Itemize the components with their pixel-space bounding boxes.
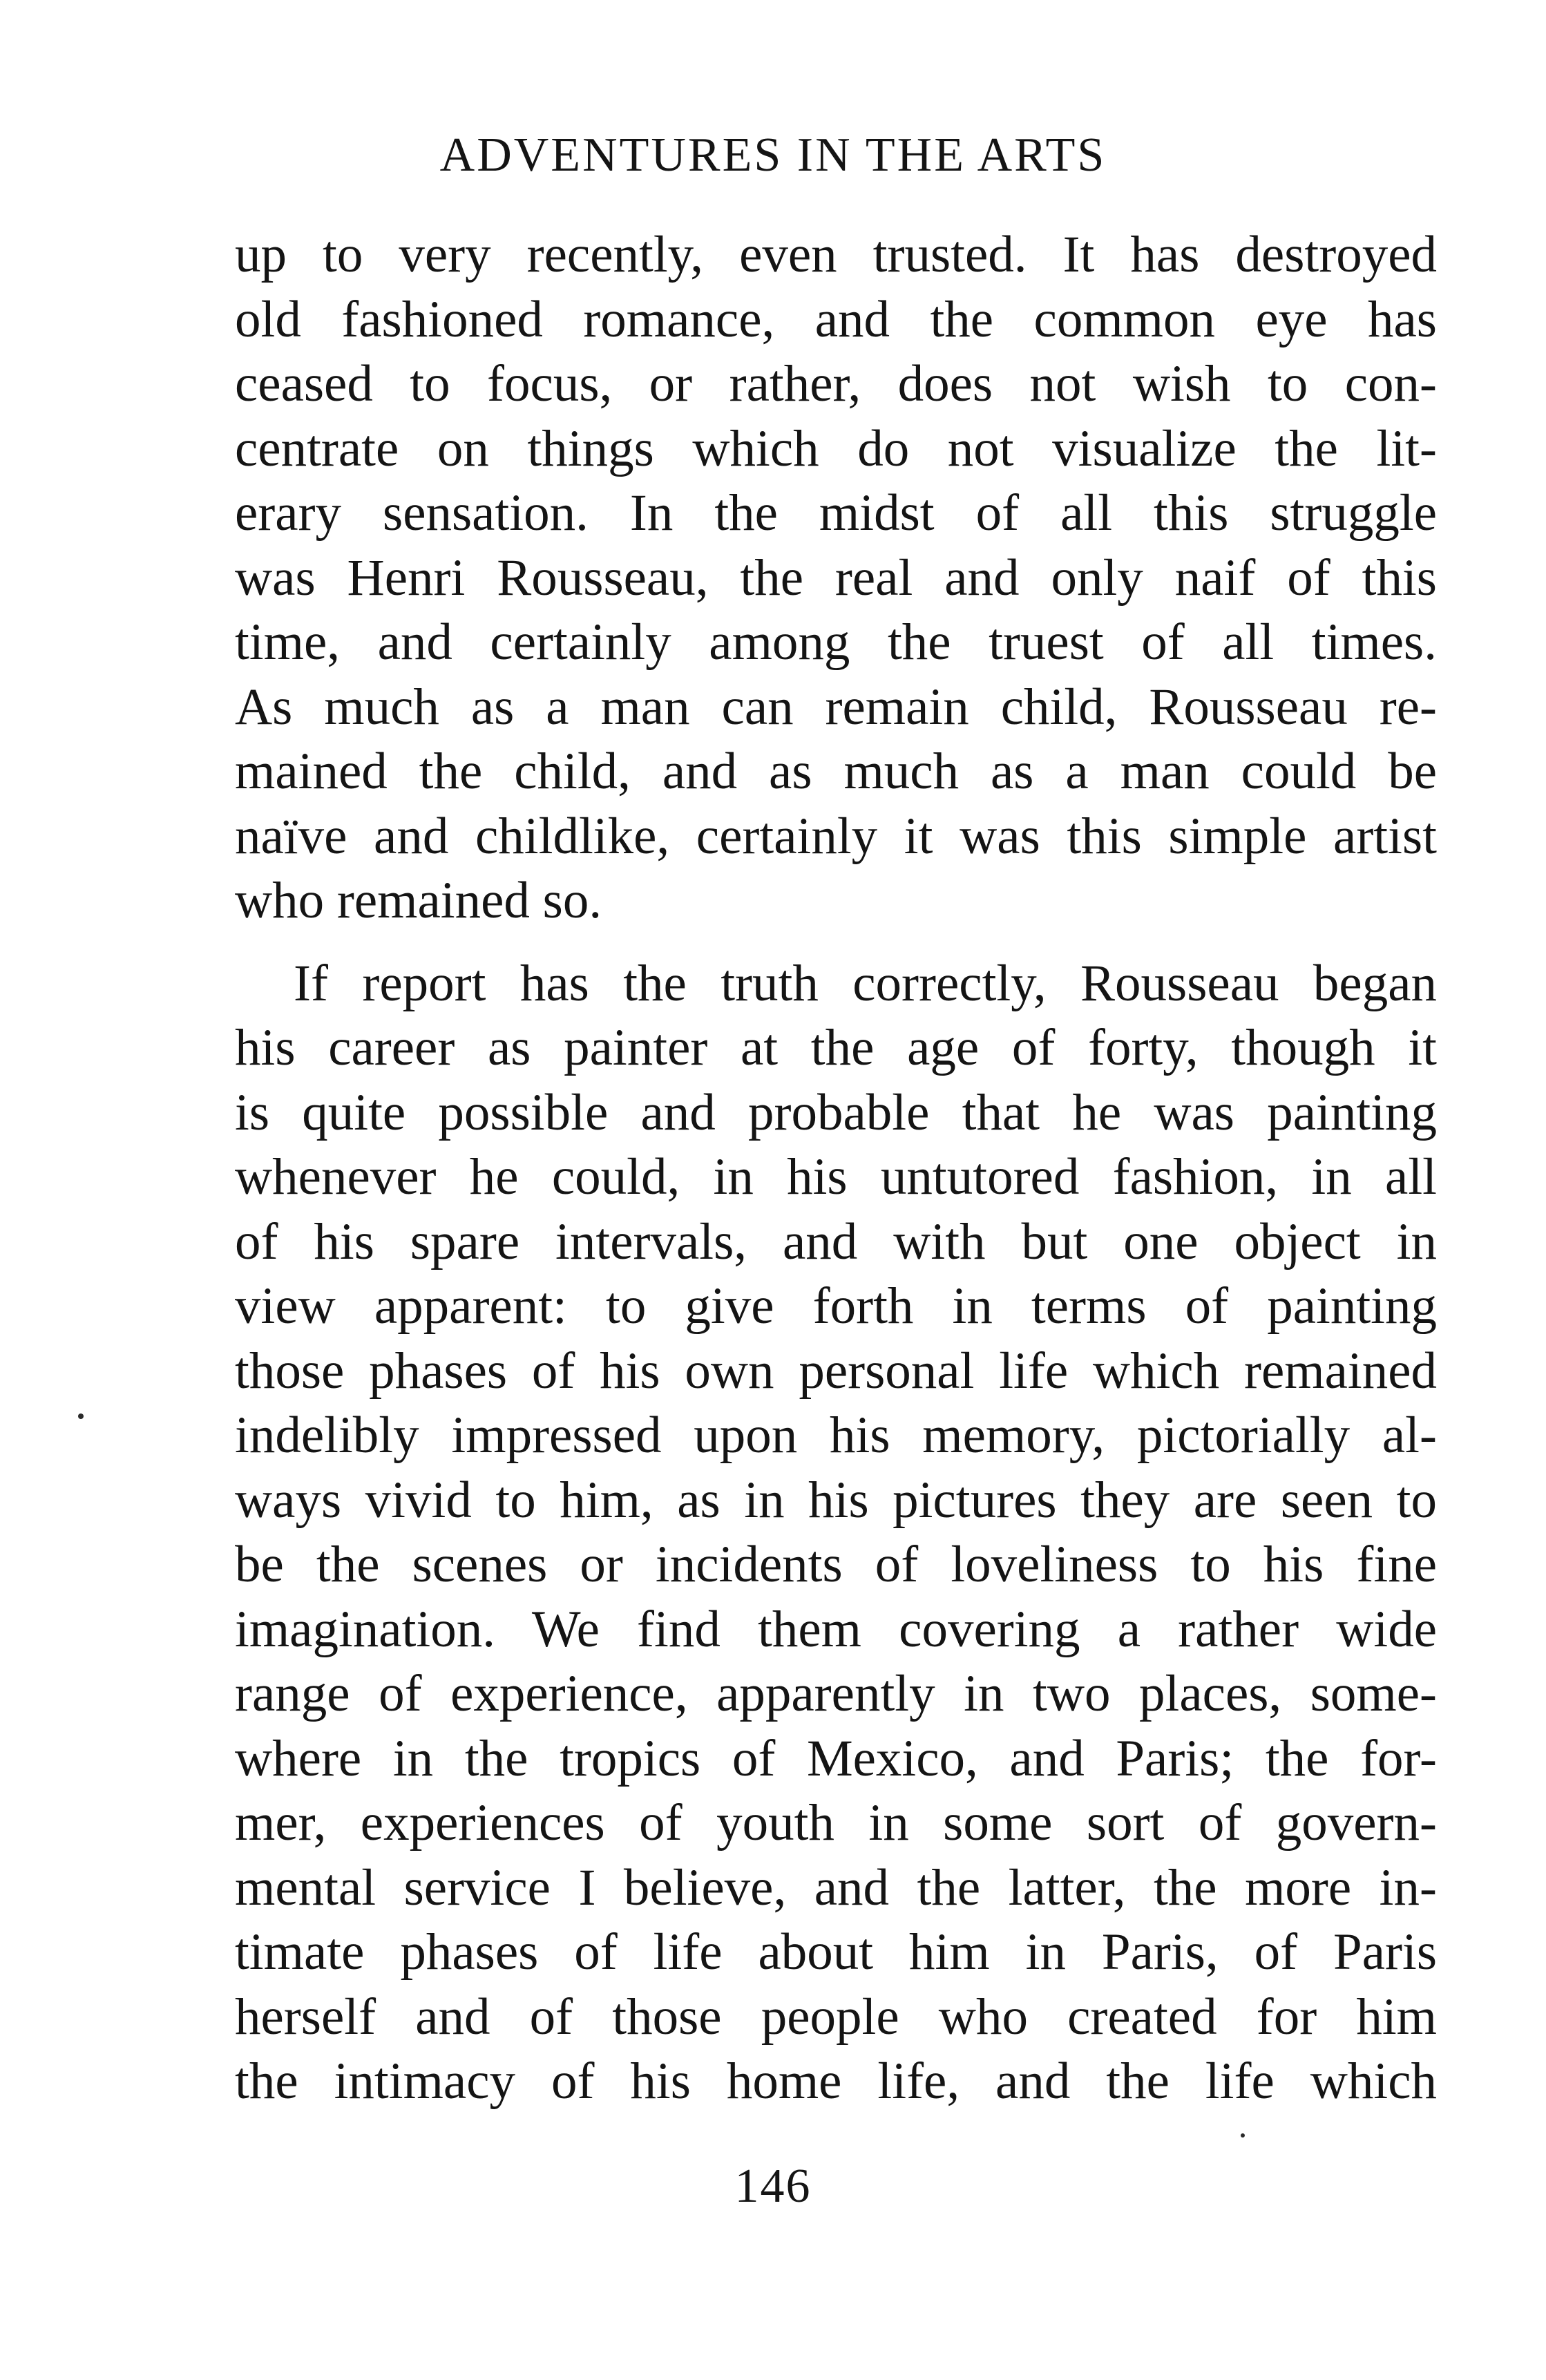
text-line: mental service I believe, and the latter, the more in-	[235, 1858, 1437, 1916]
text-line: those phases of his own personal life which remained	[235, 1342, 1437, 1400]
text-line: was Henri Rousseau, the real and only naif of this	[235, 549, 1437, 607]
text-line: ceased to focus, or rather, does not wish to con-	[235, 355, 1437, 412]
text-line: where in the tropics of Mexico, and Paris; the for-	[235, 1729, 1437, 1787]
text-line: herself and of those people who created for him	[235, 1988, 1437, 2046]
text-line: As much as a man can remain child, Rousseau re-	[235, 678, 1437, 736]
text-line: mained the child, and as much as a man could be	[235, 743, 1437, 800]
text-line: the intimacy of his home life, and the life which	[235, 2053, 1437, 2110]
text-line: indelibly impressed upon his memory, pictorially al-	[235, 1407, 1437, 1464]
text-line: of his spare intervals, and with but one object in	[235, 1212, 1437, 1270]
text-line: naïve and childlike, certainly it was this simple artist	[235, 807, 1437, 865]
text-line: erary sensation. In the midst of all this struggle	[235, 484, 1437, 542]
text-line: up to very recently, even trusted. It has destroyed	[235, 226, 1437, 283]
text-line: timate phases of life about him in Paris, of Paris	[235, 1923, 1437, 1981]
page-number: 146	[734, 2160, 812, 2213]
paragraph-gap	[235, 933, 1437, 951]
text-line: time, and certainly among the truest of all times.	[235, 613, 1437, 671]
text-line: his career as painter at the age of forty, though it	[235, 1019, 1437, 1076]
paragraph-1	[235, 222, 1437, 933]
text-line: If report has the truth correctly, Rousseau began	[294, 954, 1437, 1012]
print-speck	[1241, 2133, 1245, 2138]
running-head: ADVENTURES IN THE ARTS	[439, 128, 1107, 182]
text-line: is quite possible and probable that he was painting	[235, 1083, 1437, 1141]
text-line: old fashioned romance, and the common eye has	[235, 290, 1437, 348]
text-line: range of experience, apparently in two places, some-	[235, 1665, 1437, 1722]
print-speck	[78, 1413, 84, 1419]
text-line: whenever he could, in his untutored fashion, in all	[235, 1148, 1437, 1206]
paragraph-2	[235, 951, 1437, 2114]
text-line: who remained so.	[235, 872, 602, 929]
text-line: centrate on things which do not visualize the lit-	[235, 419, 1437, 477]
text-line: be the scenes or incidents of loveliness to his fine	[235, 1536, 1437, 1593]
text-line: mer, experiences of youth in some sort of govern-	[235, 1794, 1437, 1851]
text-line: imagination. We find them covering a rather wide	[235, 1600, 1437, 1658]
body-text	[235, 222, 1437, 2114]
text-line: ways vivid to him, as in his pictures they are seen to	[235, 1471, 1437, 1529]
text-line: view apparent: to give forth in terms of painting	[235, 1277, 1437, 1335]
